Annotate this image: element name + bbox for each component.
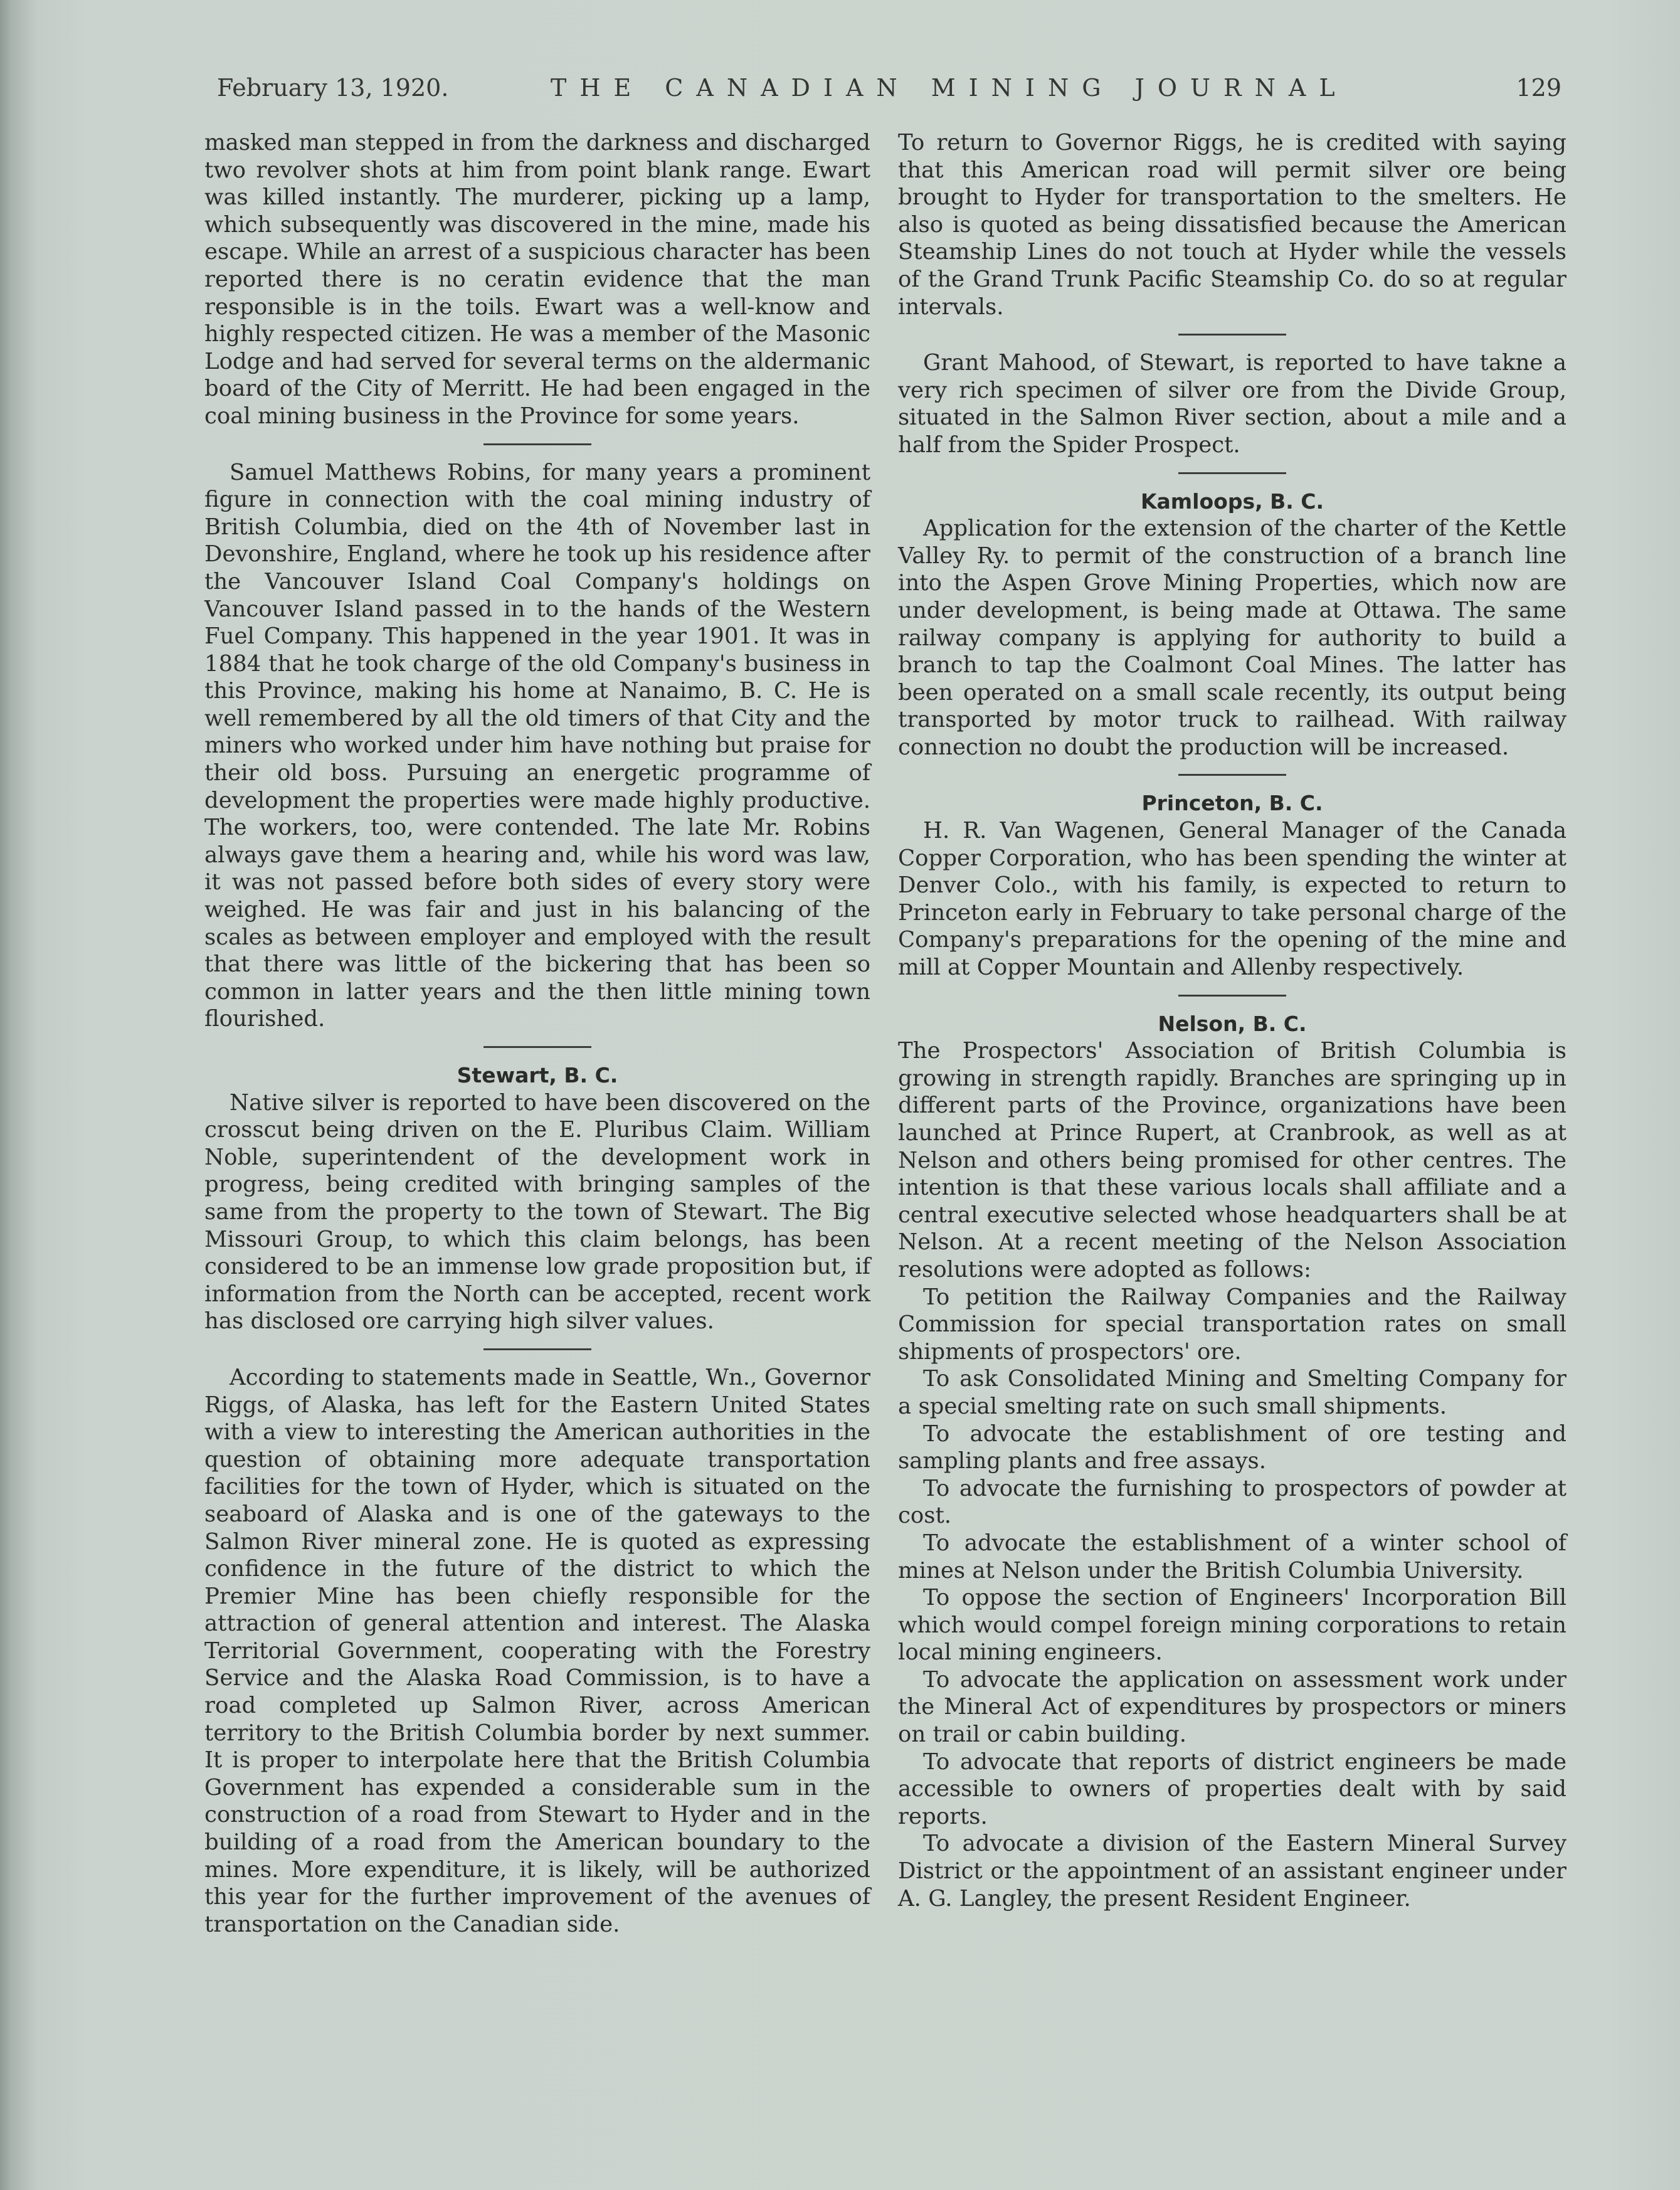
divider xyxy=(1178,334,1286,336)
divider xyxy=(1178,995,1286,997)
article-kettle-valley: Application for the extension of the charter of the Kettle Valley Ry. to permit of the construction of a branch line into the Aspen Grove Mining Properties, which now are under development, is being made at Ottawa. The same railway company is applying for authority to build a branch to tap the Coalmont Coal Mines. The latter has been operated on a small scale recently, its output being transported by motor truck to railhead. With railway connection no doubt the production will be increased. xyxy=(898,516,1566,760)
article-riggs-continued: To return to Governor Riggs, he is credited with saying that this American road will permit silver ore being brought to Hyder for transportation to the smelters. He also is quoted as being dissatisfied because the American Steamship Lines do not touch at Hyder while the vessels of the Grand Trunk Pacific Steamship Co. do so at regular intervals. xyxy=(898,130,1566,320)
left-column xyxy=(204,129,870,2130)
article-grant-mahood: Grant Mahood, of Stewart, is reported to have takne a very rich specimen of silver ore from the Divide Group, situated in the Salmon River section, about a mile and a half from the Spider Prospect. xyxy=(898,350,1566,458)
article-governor-riggs: According to statements made in Seattle, Wn., Governor Riggs, of Alaska, has left for the Eastern United States with a view to interesting the American authorities in the question of obtaining more adequate transportation facilities for the town of Hyder, which is situated on the seaboard of Alaska and is one of the gateways to the Salmon River mineral zone. He is quoted as expressing confidence in the future of the district to which the Premier Mine has been chiefly responsible for the attraction of general attention and interest. The Alaska Territorial Government, cooperating with the Forestry Service and the Alaska Road Commission, is to have a road completed up Salmon River, across American territory to the British Columbia border by next summer. It is proper to interpolate here that the British Columbia Government has expended a considerable sum in the construction of a road from Stewart to Hyder and in the building of a road from the American boundary to the mines. More expenditure, it is likely, will be authorized this year for the further improvement of the avenues of transportation on the Canadian side. xyxy=(204,1364,870,1937)
divider xyxy=(1178,774,1286,776)
divider xyxy=(483,1348,591,1350)
article-van-wagenen: H. R. Van Wagenen, General Manager of the Canada Copper Corporation, who has been spending the winter at Denver Colo., with his family, is expected to return to Princeton early in February to take personal charge of the Company's preparations for the opening of the mine and mill at Copper Mountain and Allenby respectively. xyxy=(898,818,1566,981)
resolution-item: To advocate the application on assessment work under the Mineral Act of expenditures by prospectors or miners on trail or cabin building. xyxy=(898,1666,1566,1748)
resolution-item: To ask Consolidated Mining and Smelting Company for a special smelting rate on such small shipments. xyxy=(898,1366,1566,1419)
section-heading-stewart: Stewart, B. C. xyxy=(457,1063,618,1087)
resolution-item: To advocate a division of the Eastern Mineral Survey District or the appointment of an assistant engineer under A. G. Langley, the present Resident Engineer. xyxy=(898,1831,1566,1912)
divider xyxy=(483,1046,591,1048)
resolution-item: To advocate the furnishing to prospectors of powder at cost. xyxy=(898,1475,1566,1529)
resolution-item: To advocate that reports of district engineers be made accessible to owners of properties dealt with by said reports. xyxy=(898,1748,1566,1829)
page-number: 129 xyxy=(1516,74,1561,102)
section-heading-princeton: Princeton, B. C. xyxy=(1141,791,1323,816)
section-heading-nelson: Nelson, B. C. xyxy=(1158,1011,1307,1036)
article-prospectors-association: The Prospectors' Association of British Columbia is growing in strength rapidly. Branches are springing up in different parts of the Province, organizations have been launched at Prince Rupert, at Cranbrook, as well as at Nelson and others being promised for other centres. The intention is that these various locals shall affiliate and a central executive selected whose headquarters shall be at Nelson. At a recent meeting of the Nelson Association resolutions were adopted as follows: xyxy=(898,1038,1566,1283)
section-heading-kamloops: Kamloops, B. C. xyxy=(1140,489,1324,514)
article-robins: Samuel Matthews Robins, for many years a prominent figure in connection with the coal mining industry of British Columbia, died on the 4th of November last in Devonshire, England, where he took up his residence after the Vancouver Island Coal Company's holdings on Vancouver Island passed in to the hands of the Western Fuel Company. This happened in the year 1901. It was in 1884 that he took charge of the old Company's business in this Province, making his home at Nanaimo, B. C. He is well remembered by all the old timers of that City and the miners who worked under him have nothing but praise for their old boss. Pursuing an energetic programme of development the properties were made highly productive. The workers, too, were contended. The late Mr. Robins always gave them a hearing and, while his word was law, it was not passed before both sides of every story were weighed. He was fair and just in his balancing of the scales as between employer and employed with the result that there was little of the bickering that has been so common in latter years and the then little mining town flourished. xyxy=(204,459,870,1032)
journal-title: THE CANADIAN MINING JOURNAL xyxy=(551,74,1348,102)
page-header xyxy=(207,74,1561,118)
right-column xyxy=(898,129,1566,2130)
article-native-silver: Native silver is reported to have been discovered on the crosscut being driven on the E. Pluribus Claim. William Noble, superintendent of the development work in progress, being credited with bringing samples of the same from the property to the town of Stewart. The Big Missouri Group, to which this claim belongs, has been considered to be an immense low grade proposition but, if information from the North can be accepted, recent work has disclosed ore carrying high silver values. xyxy=(204,1089,870,1335)
divider xyxy=(1178,472,1286,474)
issue-date: February 13, 1920. xyxy=(217,74,449,102)
resolution-item: To oppose the section of Engineers' Incorporation Bill which would compel foreign mining corporations to retain local mining engineers. xyxy=(898,1585,1566,1666)
resolution-item: To advocate the establishment of a winter school of mines at Nelson under the British Columbia University. xyxy=(898,1530,1566,1584)
article-ewart-continued: masked man stepped in from the darkness and discharged two revolver shots at him from point blank range. Ewart was killed instantly. The murderer, picking up a lamp, which subsequently was discovered in the mine, made his escape. While an arrest of a suspicious character has been reported there is no ceratin evidence that the man responsible is in the toils. Ewart was a well-know and highly respected citizen. He was a member of the Masonic Lodge and had served for several terms on the aldermanic board of the City of Merritt. He had been engaged in the coal mining business in the Province for some years. xyxy=(204,130,870,429)
divider xyxy=(483,443,591,445)
resolution-item: To petition the Railway Companies and the Railway Commission for special transportation rates on small shipments of prospectors' ore. xyxy=(898,1284,1566,1365)
resolution-item: To advocate the establishment of ore testing and sampling plants and free assays. xyxy=(898,1420,1566,1474)
